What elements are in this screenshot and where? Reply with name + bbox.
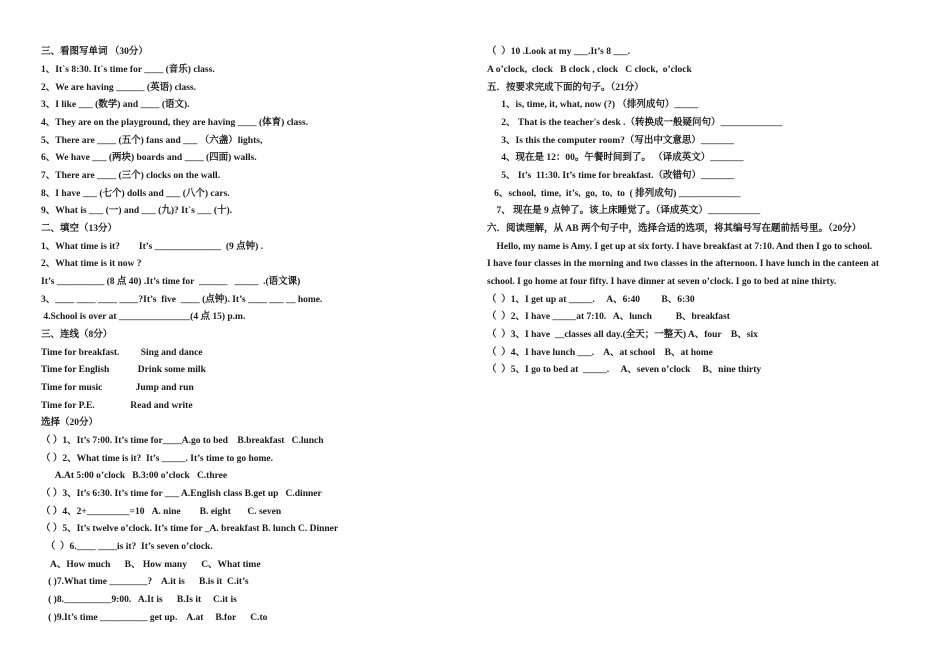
sentence-task: 5、 It’s 11:30. It’s time for breakfast.（改错句）_______ [487, 171, 735, 181]
choice-options: A、How much B、 How many C、What time [41, 560, 261, 570]
choice-question: （ ）3、It’s 6:30. It’s time for ___ A.English class B.get up C.dinner [41, 489, 322, 499]
question-line: 6、We have ___ (两块) boards and ____ (四面) walls. [41, 153, 257, 163]
choice-question: ( )9.It’s time __________ get up. A.at B.for C.to [41, 613, 268, 623]
choice-question: （ ）6.____ ____is it? It’s seven o’clock. [41, 542, 213, 552]
reading-question: （ ）3、I have __classes all day.(全天；一整天) A、four B、six [487, 330, 758, 340]
question-line: 5、There are ____ (五个) fans and ___ （六盏）lights, [41, 136, 263, 146]
section-3-heading: 三、看图写单词 （30分） [41, 47, 148, 57]
reading-question: （ ）1、I get up at _____. A、6:40 B、6:30 [487, 295, 695, 305]
question-line: 2、What time is it now ? [41, 259, 142, 269]
choice-question: （ ）10 .Look at my ___.It’s 8 ___. [487, 47, 630, 57]
question-line: 8、I have ___ (七个) dolls and ___ (八个) cars. [41, 189, 230, 199]
question-line: It’s __________ (8 点 40) .It’s time for ______ _____ .(语文课) [41, 277, 301, 287]
section-6-heading: 六．阅读理解，从 AB 两个句子中，选择合适的选项，将其编号写在题前括号里。（20分） [487, 224, 862, 234]
reading-question: （ ）2、I have _____at 7:10. A、lunch B、breakfast [487, 312, 730, 322]
section-matching-heading: 三、连线（8分） [41, 330, 113, 340]
choice-question: （ ）2、What time is it? It’s _____. It’s time to go home. [41, 454, 274, 464]
reading-passage: school. I go home at four fifty. I have dinner at seven o’clock. I go to bed at nine thirty. [487, 277, 837, 287]
choice-question: （ ）1、It’s 7:00. It’s time for____A.go to bed B.breakfast C.lunch [41, 436, 324, 446]
question-line: 2、We are having ______ (英语) class. [41, 83, 196, 93]
matching-line: Time for breakfast. Sing and dance [41, 348, 203, 358]
choice-question: （ ）5、It’s twelve o’clock. It’s time for _A. breakfast B. lunch C. Dinner [41, 524, 339, 534]
sentence-task: 4、现在是 12：00。午餐时间到了。 （译成英文）_______ [487, 153, 744, 163]
sentence-task: 2、 That is the teacher's desk .（转换成一般疑问句）_____________ [487, 118, 783, 128]
question-line: 1、What time is it? It’s ______________ (9 点钟) . [41, 242, 264, 252]
sentence-task: 6、school, time, it’s, go, to, to ( 排列成句) _____________ [487, 189, 741, 199]
section-5-heading: 五．按要求完成下面的句子。（21分） [487, 83, 644, 93]
sentence-task: 3、Is this the computer room?（写出中文意思）_______ [487, 136, 735, 146]
choice-options: A.At 5:00 o’clock B.3:00 o’clock C.three [41, 471, 228, 481]
matching-line: Time for English Drink some milk [41, 365, 206, 375]
section-2-heading: 二、填空（13分） [41, 224, 118, 234]
section-choice-heading: 选择（20分） [41, 418, 99, 428]
sentence-task: 1、is, time, it, what, now (?) （排列成句）_____ [487, 100, 699, 110]
reading-question: （ ）4、I have lunch ___. A、at school B、at home [487, 348, 713, 358]
choice-options: A o’clock, clock B clock , clock C clock, o’clock [487, 65, 692, 75]
question-line: 3、I like ___ (数学) and ____ (语文). [41, 100, 190, 110]
question-line: 3、____ ____ ____ ____?It’s five ____ (点钟). It’s ____ ___ __ home. [41, 295, 323, 305]
question-line: 4.School is over at _______________(4 点 15) p.m. [41, 312, 246, 322]
matching-line: Time for music Jump and run [41, 383, 194, 393]
choice-question: ( )7.What time ________? A.it is B.is it C.it’s [41, 577, 249, 587]
reading-passage: I have four classes in the morning and two classes in the afternoon. I have lunch in the canteen at [487, 259, 879, 269]
matching-line: Time for P.E. Read and write [41, 401, 193, 411]
choice-question: （ ）4、2+_________=10 A. nine B. eight C. seven [41, 507, 282, 517]
reading-passage: Hello, my name is Amy. I get up at six forty. I have breakfast at 7:10. And then I go to school. [487, 242, 873, 252]
reading-question: （ ）5、I go to bed at _____. A、seven o’clock B、nine thirty [487, 365, 762, 375]
question-line: 1、It`s 8:30. It`s time for ____ (音乐) class. [41, 65, 215, 75]
choice-question: ( )8.__________9:00. A.It is B.Is it C.it is [41, 595, 237, 605]
question-line: 9、What is ___ (一) and ___ (九)? It`s ___ (十). [41, 206, 233, 216]
question-line: 7、There are ____ (三个) clocks on the wall. [41, 171, 221, 181]
sentence-task: 7、 现在是 9 点钟了。该上床睡觉了。（译成英文）___________ [487, 206, 761, 216]
question-line: 4、They are on the playground, they are having ____ (体育) class. [41, 118, 309, 128]
